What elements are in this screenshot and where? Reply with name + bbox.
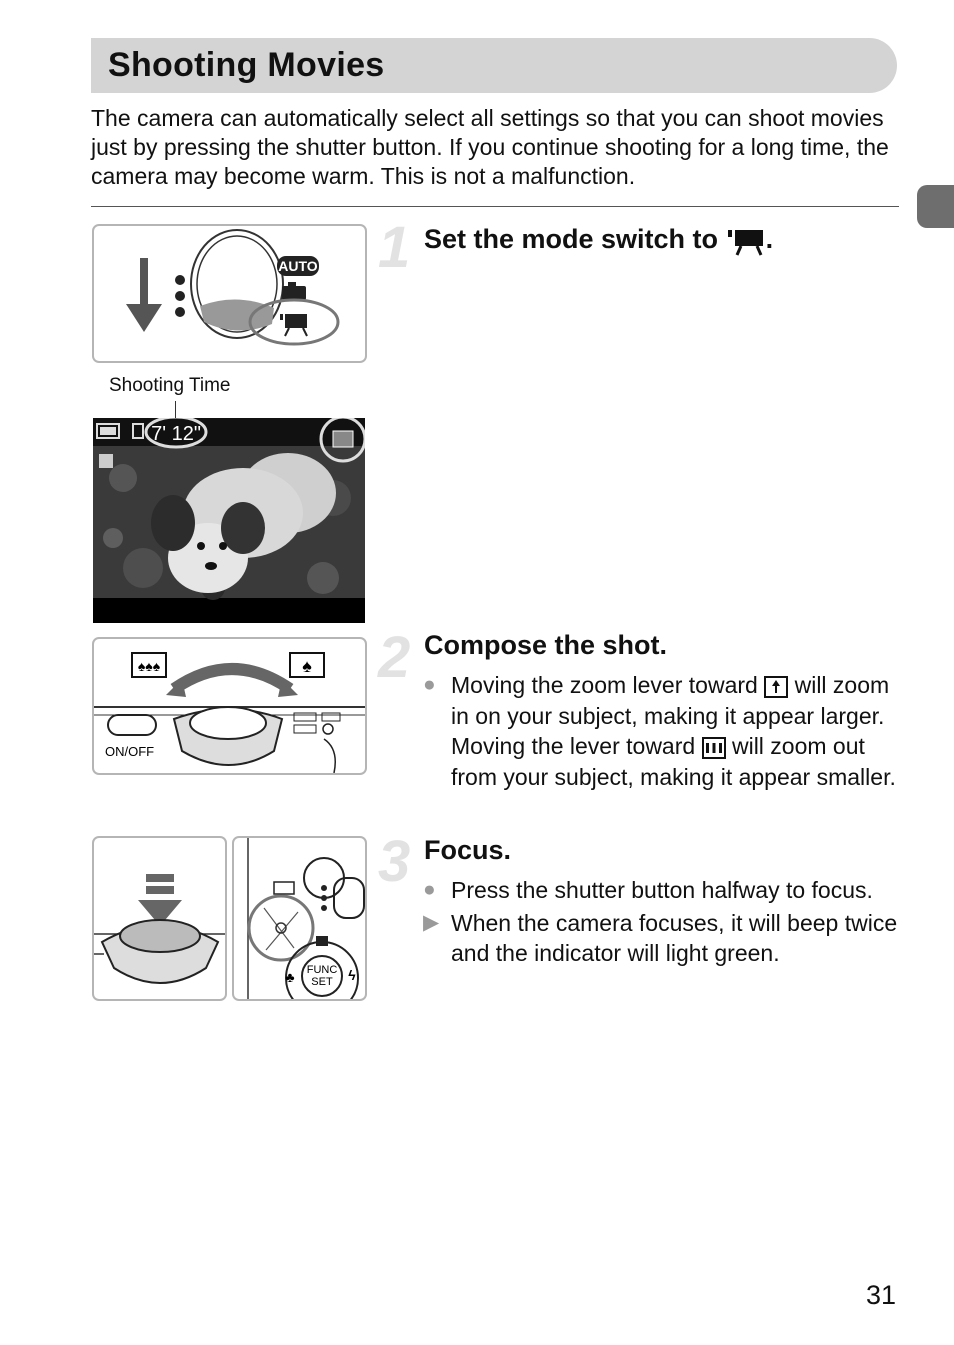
lock-icon xyxy=(99,454,113,468)
exposure-icon xyxy=(316,936,328,946)
bullet-text: Press the shutter button halfway to focus. xyxy=(451,877,873,903)
step-1-title-period: . xyxy=(765,224,774,254)
bullet-text: When the camera focuses, it will beep twice and the indicator will light green. xyxy=(451,909,898,966)
zoom-arrow xyxy=(174,669,290,689)
dog-photo xyxy=(93,418,365,623)
indicator-illustration xyxy=(234,838,365,999)
indicator-highlight-ring xyxy=(249,896,313,960)
bullet-triangle-icon: ▶ xyxy=(423,910,440,934)
step-3-bullets xyxy=(423,875,903,971)
bullet-circle-icon: ● xyxy=(423,878,436,901)
movie-mode-icon xyxy=(726,226,766,256)
page-title: Shooting Movies xyxy=(108,46,385,84)
step-1-title-text: Set the mode switch to xyxy=(424,224,719,254)
bullet-text-part3: will zoom out from your subject, making it appear smaller. xyxy=(451,733,896,790)
movie-icon xyxy=(285,314,307,328)
step-number-1: 1 xyxy=(378,215,411,280)
shutter-illustration xyxy=(94,838,225,999)
page-number: 31 xyxy=(866,1280,897,1310)
divider xyxy=(91,206,899,207)
step-number-3: 3 xyxy=(378,829,411,894)
step-3-title: Focus. xyxy=(424,835,512,865)
bullet-circle-icon: ● xyxy=(423,673,436,696)
camera-icon xyxy=(282,286,306,300)
shooting-time-caption: Shooting Time xyxy=(109,375,231,396)
zoom-lever-illustration xyxy=(94,639,365,773)
step-2-bullet xyxy=(423,670,903,792)
flash-icon: ϟ xyxy=(348,967,356,983)
svg-text:♠♠♠: ♠♠♠ xyxy=(137,658,161,674)
step-1-title xyxy=(424,224,773,256)
func-label: FUNC xyxy=(306,964,338,976)
zoom-lever-figure xyxy=(92,637,367,775)
shutter-button xyxy=(120,920,200,952)
macro-icon: ♣ xyxy=(285,969,295,985)
bullet-text-part1: Moving the zoom lever toward xyxy=(451,672,758,698)
indicator-figure xyxy=(232,836,367,1001)
step-2-bullets xyxy=(423,670,903,794)
title-bar xyxy=(91,38,897,93)
zoom-tele-icon xyxy=(764,675,788,699)
power-button xyxy=(108,715,156,735)
svg-text:♠: ♠ xyxy=(302,656,312,676)
arrow-down-icon xyxy=(126,304,162,332)
step-3-bullet-2 xyxy=(423,908,903,969)
step-2-title: Compose the shot. xyxy=(424,630,668,660)
zoom-wide-icon xyxy=(702,736,726,760)
set-label: SET xyxy=(311,976,333,988)
shooting-time-value: 7' 12" xyxy=(151,423,201,445)
chapter-tab xyxy=(917,185,954,228)
power-label: ON/OFF xyxy=(105,744,155,759)
caption-leader-line xyxy=(175,401,176,418)
step-3-bullet-1 xyxy=(423,875,903,906)
intro-paragraph: The camera can automatically select all settings so that you can shoot movies just by pressing the shutter button. If you continue shooting for a long time, the camera may become warm. This is not a malfunction. xyxy=(91,105,889,189)
shutter-button xyxy=(190,707,266,739)
shutter-figure xyxy=(92,836,227,1001)
step-number-2: 2 xyxy=(378,625,411,690)
mode-switch-illustration xyxy=(94,226,365,361)
mode-switch-figure xyxy=(92,224,367,363)
bullet-text-part2: will zoom in on your subject, making it appear larger. Moving the lever toward xyxy=(451,672,890,759)
lcd-screen-photo xyxy=(93,418,365,623)
auto-label: AUTO xyxy=(278,258,318,274)
